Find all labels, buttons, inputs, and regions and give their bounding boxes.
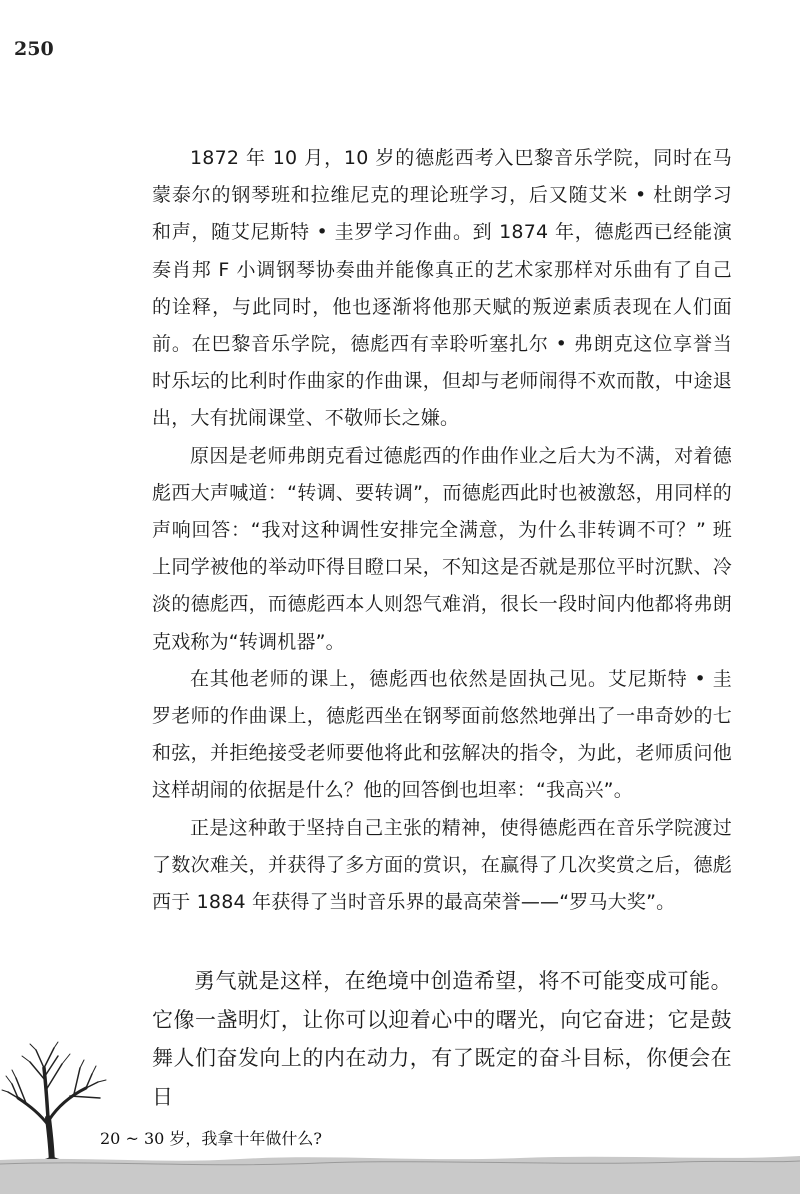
closing-text [152,962,732,1116]
closing-paragraph: 勇气就是这样，在绝境中创造希望，将不可能变成可能。它像一盏明灯，让你可以迎着心中的曙光，向它奋进；它是鼓舞人们奋发向上的内在动力，有了既定的奋斗目标，你便会在日 [152,969,732,1109]
running-footer-title: 20 ~ 30 岁，我拿十年做什么? [100,1129,322,1148]
paragraph-2: 原因是老师弗朗克看过德彪西的作曲作业之后大为不满，对着德彪西大声喊道：“转调、要转调”，而德彪西此时也被激怒，用同样的声响回答：“我对这种调性安排完全满意，为什么非转调不可？” 班上同学被他的举动吓得目瞪口呆，不知这是否就是那位平时沉默、冷淡的德彪西，而德彪西本人则怨气难消，很长一段时间内他都将弗朗克戏称为“转调机器”。 [152,444,732,653]
page-number: 250 [14,38,54,60]
paragraph-1: 1872 年 10 月，10 岁的德彪西考入巴黎音乐学院，同时在马蒙泰尔的钢琴班和拉维尼克的理论班学习，后又随艾米 • 杜朗学习和声，随艾尼斯特 • 圭罗学习作曲。到 1874 年，德彪西已经能演奏肖邦 F 小调钢琴协奏曲并能像真正的艺术家那样对乐曲有了自己的诠释，与此同时，他也逐渐将他那天赋的叛逆素质表现在人们面前。在巴黎音乐学院，德彪西有幸聆听塞扎尔 • 弗朗克这位享誉当时乐坛的比利时作曲家的作曲课，但却与老师闹得不欢而散，中途退出，大有扰闹课堂、不敬师长之嫌。 [152,147,732,430]
ground-strip [0,1150,800,1194]
paragraph-4: 正是这种敢于坚持自己主张的精神，使得德彪西在音乐学院渡过了数次难关，并获得了多方面的赏识，在赢得了几次奖赏之后，德彪西于 1884 年获得了当时音乐界的最高荣誉——“罗马大奖”。 [152,816,732,914]
paragraph-3: 在其他老师的课上，德彪西也依然是固执己见。艾尼斯特 • 圭罗老师的作曲课上，德彪西坐在钢琴面前悠然地弹出了一串奇妙的七和弦，并拒绝接受老师要他将此和弦解决的指令，为此，老师质问他这样胡闹的依据是什么？他的回答倒也坦率：“我高兴”。 [152,667,732,802]
body-text [152,140,732,921]
